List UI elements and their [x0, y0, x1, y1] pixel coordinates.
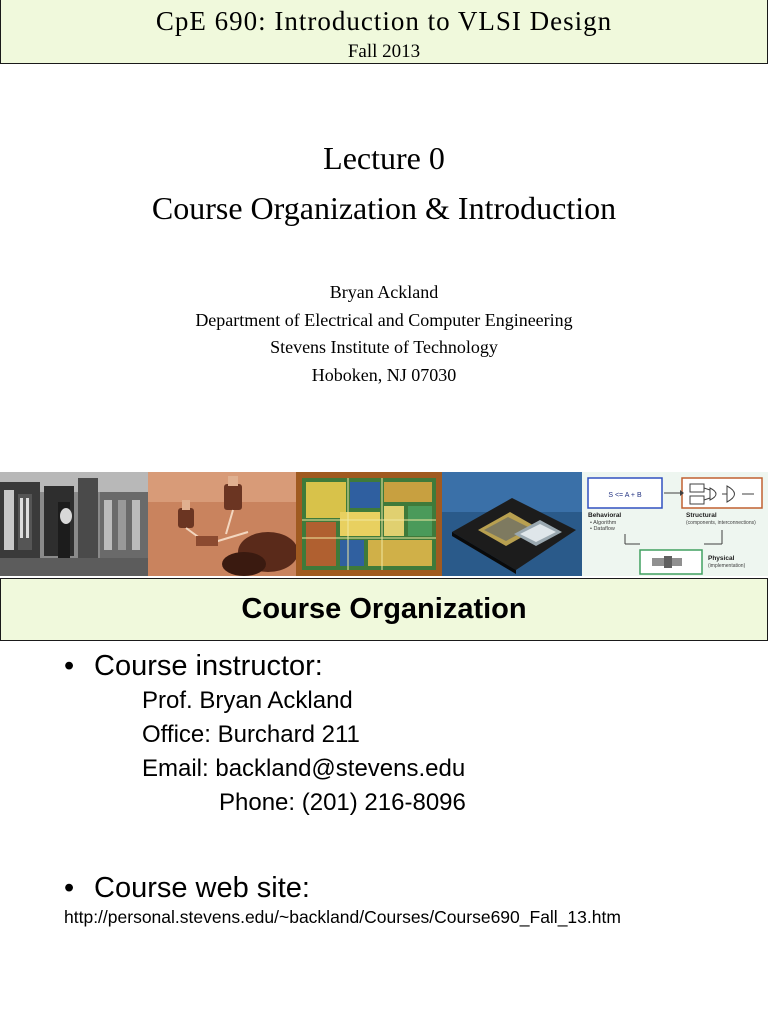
chip-layout-photo	[296, 472, 442, 576]
diagram-structural: Structural	[686, 512, 717, 519]
transistor-photo	[148, 472, 296, 576]
diagram-structural-sub: (components, interconnections)	[686, 520, 756, 526]
diagram-physical: Physical	[708, 555, 735, 562]
instructor-name: Prof. Bryan Ackland	[142, 687, 353, 714]
diagram-equation: S <= A + B	[608, 492, 642, 499]
photo-strip	[0, 472, 768, 576]
eniac-photo	[0, 472, 148, 576]
institution: Stevens Institute of Technology	[270, 337, 498, 358]
design-levels-diagram	[582, 472, 768, 576]
diagram-behavioral: Behavioral	[588, 512, 622, 519]
chip-package-photo	[442, 472, 582, 576]
bullet-instructor	[64, 650, 323, 683]
header-band	[0, 0, 768, 64]
phone-line: Phone: (201) 216-8096	[219, 789, 466, 816]
diagram-behavioral-sub1: • Algorithm	[590, 520, 617, 526]
bullet-website	[64, 872, 310, 905]
author-name: Bryan Ackland	[329, 282, 439, 302]
course-title: CpE 690: Introduction to VLSI Design	[155, 6, 613, 36]
lecture-number: Lecture 0	[323, 140, 445, 176]
location: Hoboken, NJ 07030	[311, 365, 457, 386]
term-label: Fall 2013	[347, 41, 421, 62]
website-url[interactable]: http://personal.stevens.edu/~backland/Courses/Course690_Fall_13.htm	[64, 907, 621, 927]
instructor-heading: Course instructor:	[94, 650, 323, 682]
diagram-physical-sub: (implementation)	[708, 563, 746, 569]
office-line: Office: Burchard 211	[142, 721, 360, 748]
bullet-marker: •	[64, 650, 75, 682]
bullet-marker: •	[64, 872, 75, 904]
section-title: Course Organization	[241, 593, 527, 625]
lecture-title: Course Organization & Introduction	[151, 190, 617, 226]
diagram-behavioral-sub2: • Dataflow	[590, 526, 615, 532]
email-line: Email: backland@stevens.edu	[142, 755, 466, 782]
department: Department of Electrical and Computer Engineering	[195, 309, 573, 330]
author-block	[0, 279, 768, 390]
website-heading: Course web site:	[94, 872, 310, 904]
section-band	[0, 578, 768, 641]
